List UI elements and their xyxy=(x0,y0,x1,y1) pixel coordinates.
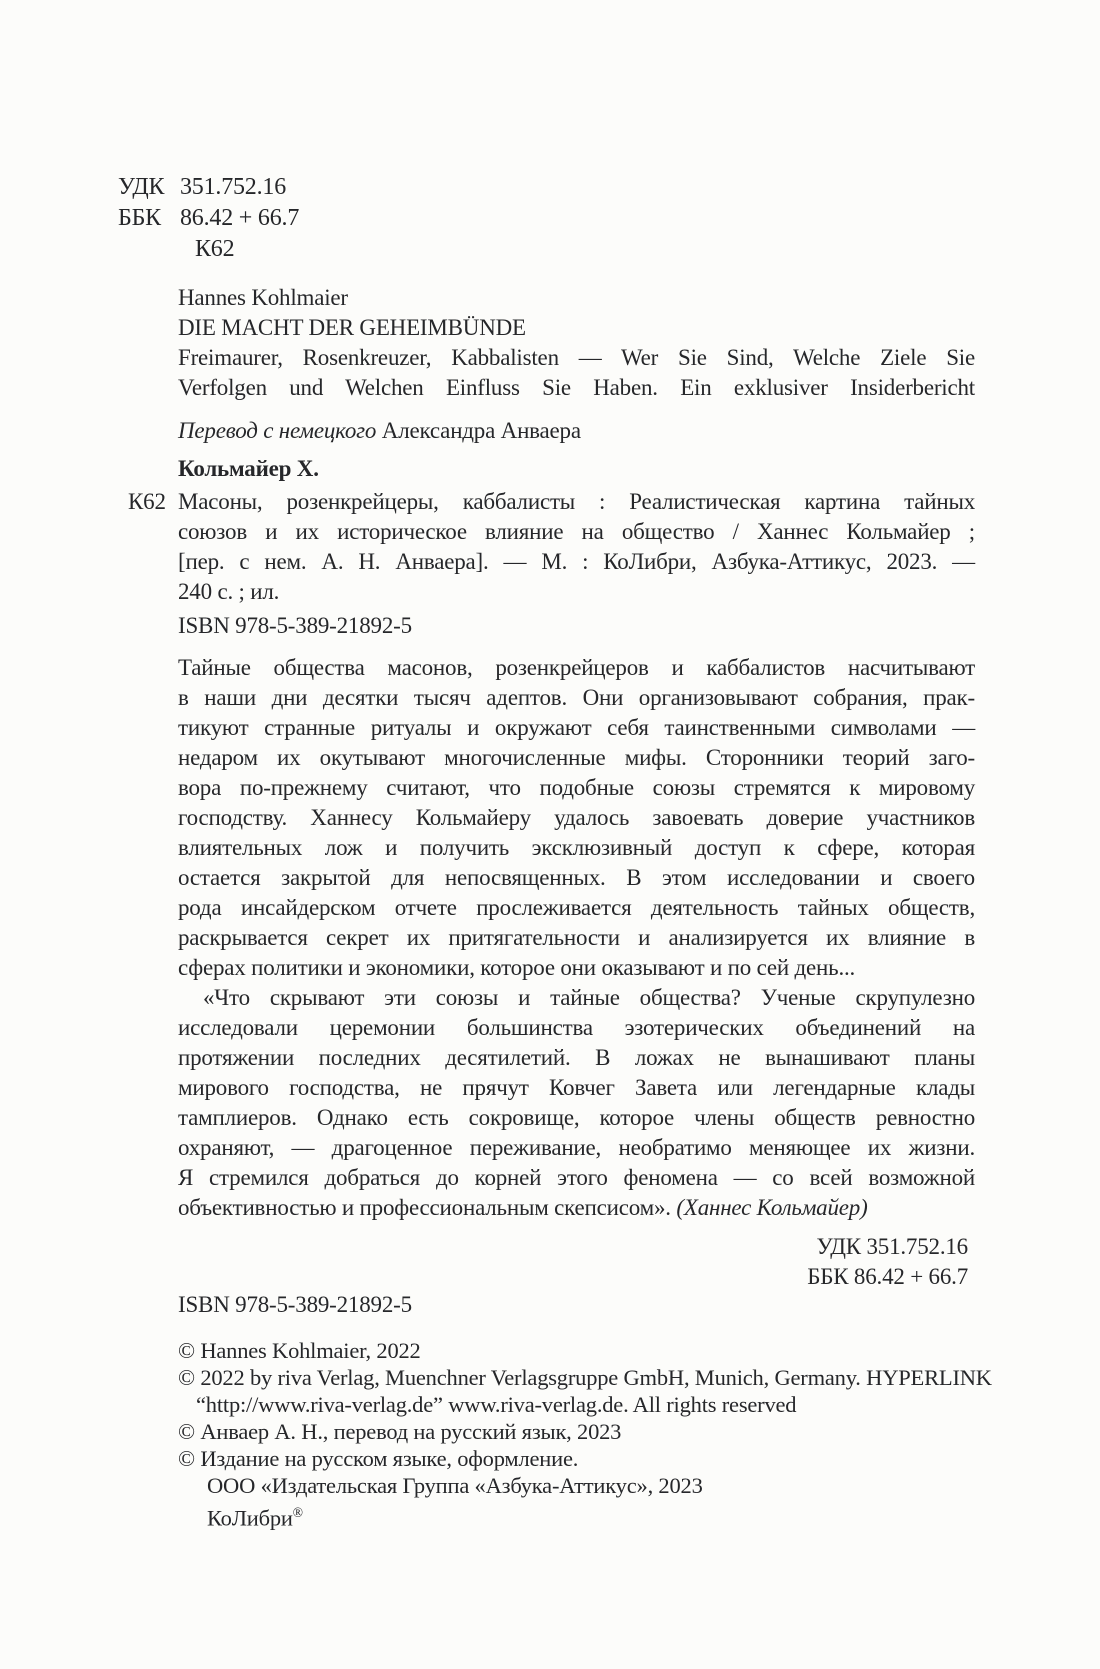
bbk-code-bottom: ББК 86.42 + 66.7 xyxy=(807,1264,968,1289)
annotation-line: недаром их окутывают многочисленные мифы. Сторонники теорий заго- xyxy=(178,745,975,770)
annotation-line: тамплиеров. Однако есть сокровище, которое члены обществ ревностно xyxy=(178,1105,975,1130)
registered-trademark-mark: ® xyxy=(292,1505,303,1520)
original-author: Hannes Kohlmaier xyxy=(178,285,348,310)
catalog-entry-line: союзов и их историческое влияние на общество / Ханнес Кольмайер ; xyxy=(178,519,975,544)
isbn-number-bottom: ISBN 978-5-389-21892-5 xyxy=(178,1292,412,1317)
original-subtitle-line: Verfolgen und Welchen Einfluss Sie Haben. Ein exklusiver Insiderbericht xyxy=(178,375,975,400)
publisher-brand-name: КоЛибри xyxy=(207,1505,293,1531)
udk-label: УДК xyxy=(118,174,165,200)
catalog-entry xyxy=(178,487,975,607)
annotation-line: сферах политики и экономики, которое они оказывают и по сей день... xyxy=(178,955,856,980)
catalog-entry-line: Масоны, розенкрейцеры, каббалисты : Реалистическая картина тайных xyxy=(178,489,975,514)
catalog-entry-line: [пер. с нем. А. Н. Анваера]. — М. : КоЛибри, Азбука-Аттикус, 2023. — xyxy=(178,549,975,574)
translator-name: Александра Анваера xyxy=(376,418,581,443)
udk-code-bottom: УДК 351.752.16 xyxy=(816,1234,968,1259)
classification-block-bottom xyxy=(807,1232,968,1292)
annotation-line: охраняют, — драгоценное переживание, необратимо меняющее их жизни. xyxy=(178,1135,975,1160)
classification-block xyxy=(118,172,299,265)
annotation-line: вора по-прежнему считают, что подобные союзы стремятся к мировому xyxy=(178,775,975,800)
udk-code-row xyxy=(118,172,299,203)
annotation-line: раскрывается секрет их притягательности и анализируется их влияние в xyxy=(178,925,975,950)
annotation-line: тикуют странные ритуалы и окружают себя таинственными символами — xyxy=(178,715,975,740)
annotation-line: Тайные общества масонов, розенкрейцеров и каббалистов насчитывают xyxy=(178,655,975,680)
udk-value: 351.752.16 xyxy=(180,174,287,200)
annotation-line: влиятельных лож и получить эксклюзивный доступ к сфере, которая xyxy=(178,835,975,860)
annotation-line: Я стремился добраться до корней этого феномена — со всей возможной xyxy=(178,1165,975,1190)
bbk-label: ББК xyxy=(118,205,161,231)
original-edition-block xyxy=(178,283,975,403)
annotation-line: в наши дни десятки тысяч адептов. Они организовывают собрания, прак- xyxy=(178,685,975,710)
catalog-author: Кольмайер Х. xyxy=(178,456,319,481)
author-sign-index: К62 xyxy=(195,236,235,262)
bbk-value: 86.42 + 66.7 xyxy=(180,205,300,231)
copyright-line: © Издание на русском языке, оформление. xyxy=(178,1446,579,1471)
bbk-code-row xyxy=(118,203,299,234)
annotation-closing-text: объективностью и профессиональным скепсисом». xyxy=(178,1195,677,1220)
original-subtitle-line: Freimaurer, Rosenkreuzer, Kabbalisten — Wer Sie Sind, Welche Ziele Sie xyxy=(178,345,975,370)
publisher-imprint: ООО «Издательская Группа «Азбука-Аттикус», 2023 xyxy=(207,1473,703,1498)
catalog-entry-line: 240 с. ; ил. xyxy=(178,579,280,604)
annotation-line: мирового господства, не прячут Ковчег Завета или легендарные клады xyxy=(178,1075,975,1100)
catalog-index: К62 xyxy=(128,489,166,514)
copyright-line-url: “http://www.riva-verlag.de” www.riva-verlag.de. All rights reserved xyxy=(196,1392,797,1417)
original-title: DIE MACHT DER GEHEIMBÜNDE xyxy=(178,315,526,340)
isbn-number: ISBN 978-5-389-21892-5 xyxy=(178,613,412,638)
annotation-line: господству. Ханнесу Кольмайеру удалось завоевать доверие участников xyxy=(178,805,975,830)
annotation-line: рода инсайдерском отчете прослеживается деятельность тайных обществ, xyxy=(178,895,975,920)
annotation-block xyxy=(178,653,975,1223)
copyright-line: © 2022 by riva Verlag, Muenchner Verlagsgruppe GmbH, Munich, Germany. HYPERLINK xyxy=(178,1365,992,1390)
annotation-line: исследовали церемонии большинства эзотерических объединений на xyxy=(178,1015,975,1040)
copyright-line: © Анваер А. Н., перевод на русский язык, 2023 xyxy=(178,1419,622,1444)
annotation-closing-line xyxy=(178,1193,975,1223)
copyright-line: © Hannes Kohlmaier, 2022 xyxy=(178,1338,421,1363)
translation-credit xyxy=(178,416,581,446)
annotation-line: протяжении последних десятилетий. В ложах не вынашивают планы xyxy=(178,1045,975,1070)
annotation-line: остается закрытой для непосвященных. В этом исследовании и своего xyxy=(178,865,975,890)
publisher-brand xyxy=(178,1499,992,1532)
translation-credit-label: Перевод с немецкого xyxy=(178,418,377,443)
quote-attribution: (Ханнес Кольмайер) xyxy=(676,1195,868,1220)
annotation-line: «Что скрывают эти союзы и тайные общества? Ученые скрупулезно xyxy=(203,985,975,1010)
copyright-block xyxy=(178,1337,992,1532)
